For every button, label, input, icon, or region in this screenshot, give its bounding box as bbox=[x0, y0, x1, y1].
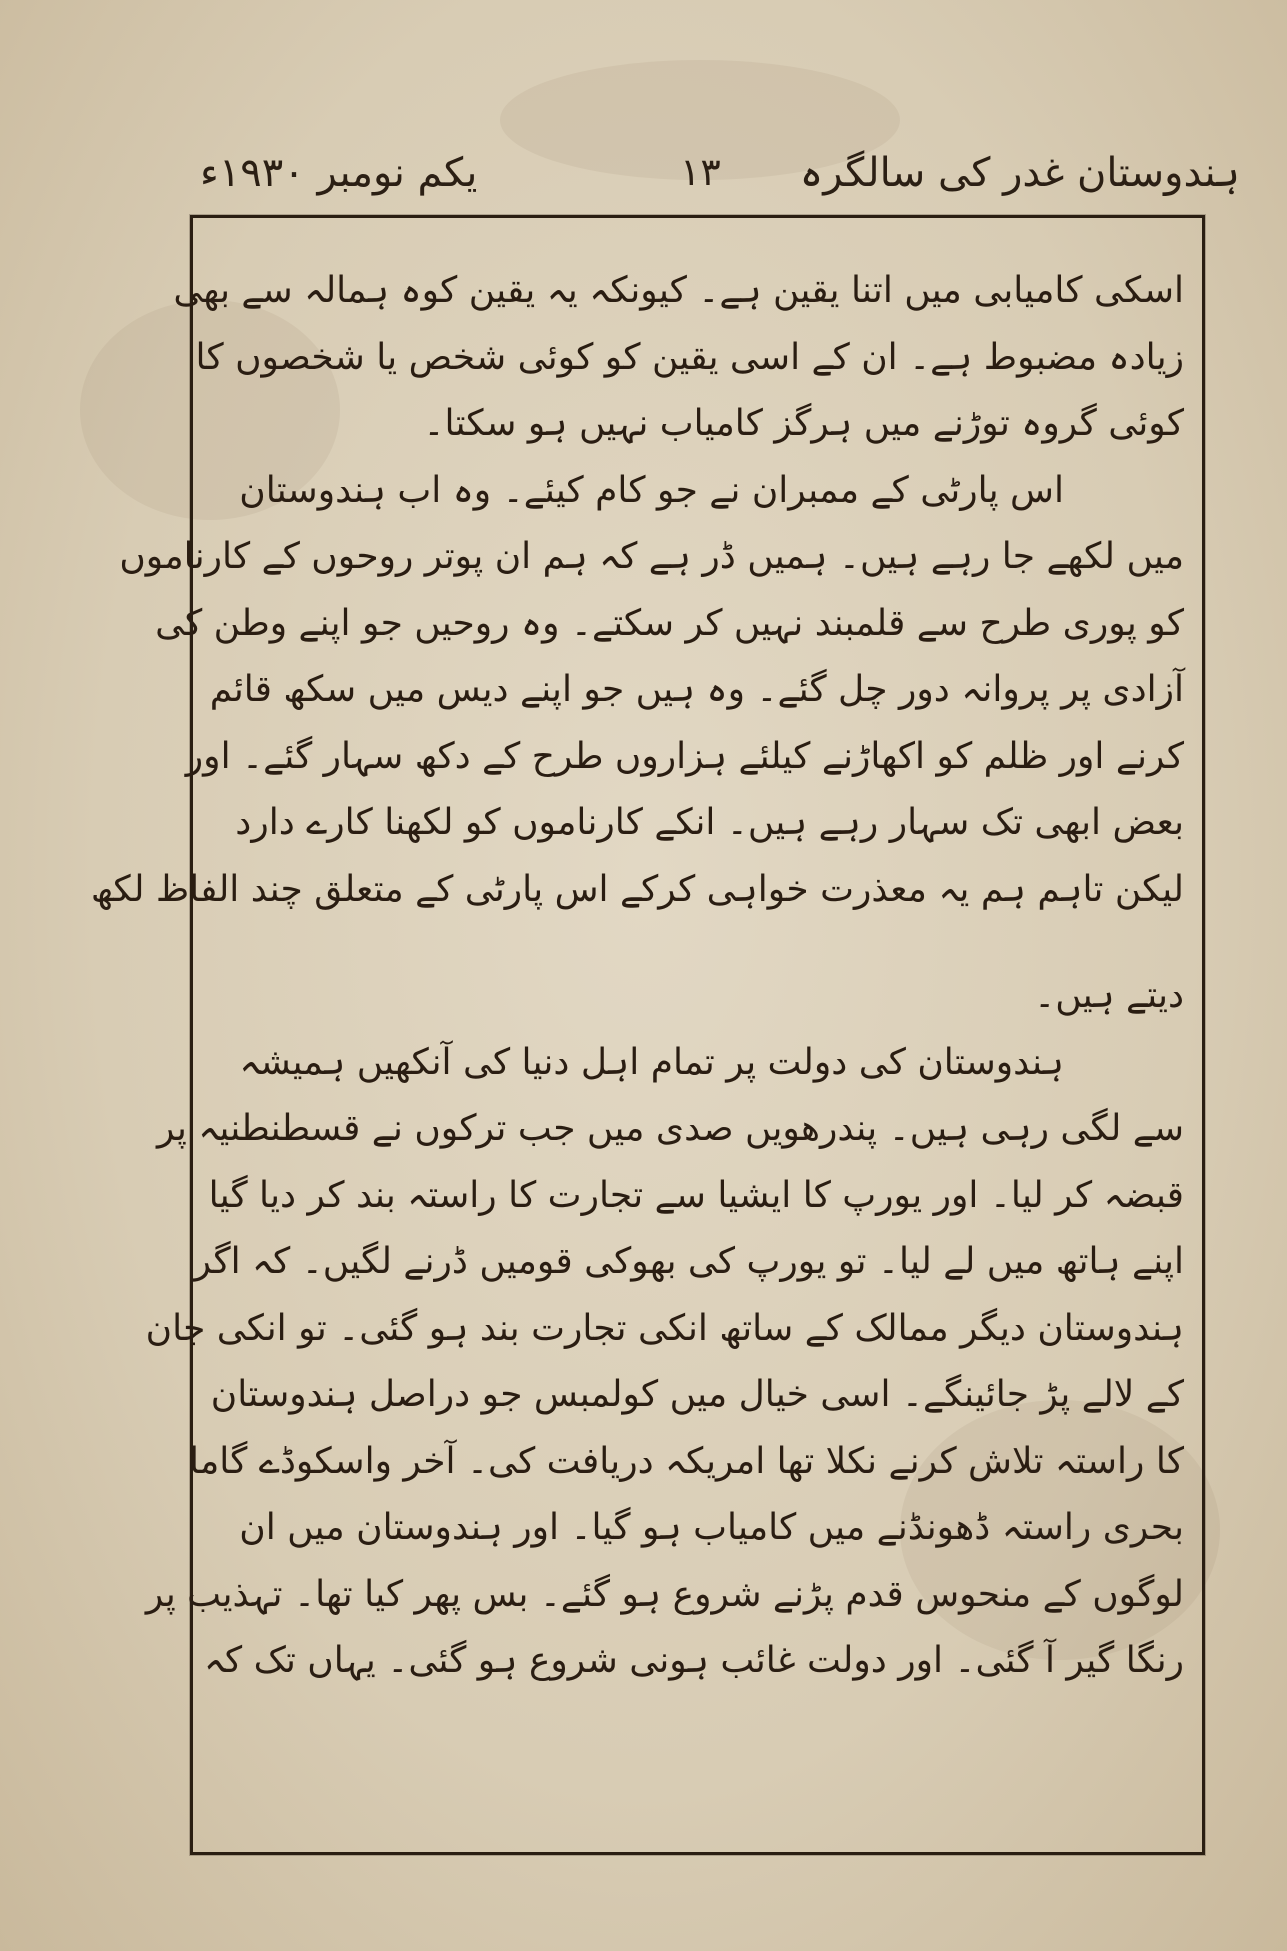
text-line: قبضہ کر لیا۔ اور یورپ کا ایشیا سے تجارت کا راستہ بند کر دیا گیا bbox=[208, 1174, 1184, 1216]
text-line: اس پارٹی کے ممبران نے جو کام کیئے۔ وہ اب ہندوستان bbox=[239, 469, 1064, 511]
text-line: میں لکھے جا رہے ہیں۔ ہمیں ڈر ہے کہ ہم ان پوتر روحوں کے کارناموں bbox=[119, 536, 1184, 577]
text-line: رنگا گیر آ گئی۔ اور دولت غائب ہونی شروع ہو گئی۔ یہاں تک کہ bbox=[203, 1640, 1184, 1681]
text-line: کرنے اور ظلم کو اکھاڑنے کیلئے ہزاروں طرح کے دکھ سہار گئے۔ اور bbox=[185, 735, 1184, 777]
text-line: اپنے ہاتھ میں لے لیا۔ تو یورپ کی بھوکی قومیں ڈرنے لگیں۔ کہ اگر bbox=[193, 1241, 1184, 1282]
text-line: کوئی گروہ توڑنے میں ہرگز کامیاب نہیں ہو سکتا۔ bbox=[423, 403, 1184, 444]
text-line: لیکن تاہم ہم یہ معذرت خواہی کرکے اس پارٹی کے متعلق چند الفاظ لکھ bbox=[90, 868, 1184, 910]
body-text bbox=[90, 258, 1184, 1695]
text-line: اسکی کامیابی میں اتنا یقین ہے۔ کیونکہ یہ یقین کوہ ہمالہ سے بھی bbox=[173, 270, 1184, 311]
text-line: آزادی پر پروانہ دور چل گئے۔ وہ ہیں جو اپنے دیس میں سکھ قائم bbox=[209, 669, 1184, 710]
text-frame bbox=[90, 215, 1205, 1855]
text-line: زیادہ مضبوط ہے۔ ان کے اسی یقین کو کوئی شخص یا شخصوں کا bbox=[195, 336, 1184, 378]
text-line: کو پوری طرح سے قلمبند نہیں کر سکتے۔ وہ روحیں جو اپنے وطن کی bbox=[155, 602, 1184, 644]
running-title: ہندوستان غدر کی سالگرہ bbox=[799, 150, 1240, 196]
text-line: لوگوں کے منحوس قدم پڑنے شروع ہو گئے۔ بس پھر کیا تھا۔ تہذیب پر bbox=[145, 1573, 1184, 1615]
text-line: دیتے ہیں۔ bbox=[1034, 975, 1184, 1016]
text-line: ہندوستان کی دولت پر تمام اہل دنیا کی آنکھیں ہمیشہ bbox=[239, 1041, 1064, 1083]
text-line: بحری راستہ ڈھونڈنے میں کامیاب ہو گیا۔ اور ہندوستان میں ان bbox=[239, 1507, 1184, 1548]
page-number: ۱۳ bbox=[680, 150, 721, 194]
text-line: سے لگی رہی ہیں۔ پندرھویں صدی میں جب ترکوں نے قسطنطنیہ پر bbox=[156, 1108, 1184, 1149]
text-line: ہندوستان دیگر ممالک کے ساتھ انکی تجارت بند ہو گئی۔ تو انکی جان bbox=[145, 1307, 1184, 1349]
issue-date: یکم نومبر ۱۹۳۰ء bbox=[200, 150, 478, 196]
text-line: بعض ابھی تک سہار رہے ہیں۔ انکے کارناموں کو لکھنا کارے دارد bbox=[235, 802, 1184, 843]
text-line: کا راستہ تلاش کرنے نکلا تھا امریکہ دریافت کی۔ آخر واسکوڈے گاما bbox=[189, 1440, 1184, 1482]
text-line: کے لالے پڑ جائینگے۔ اسی خیال میں کولمبس جو دراصل ہندوستان bbox=[210, 1374, 1184, 1415]
page-header bbox=[200, 150, 1240, 220]
